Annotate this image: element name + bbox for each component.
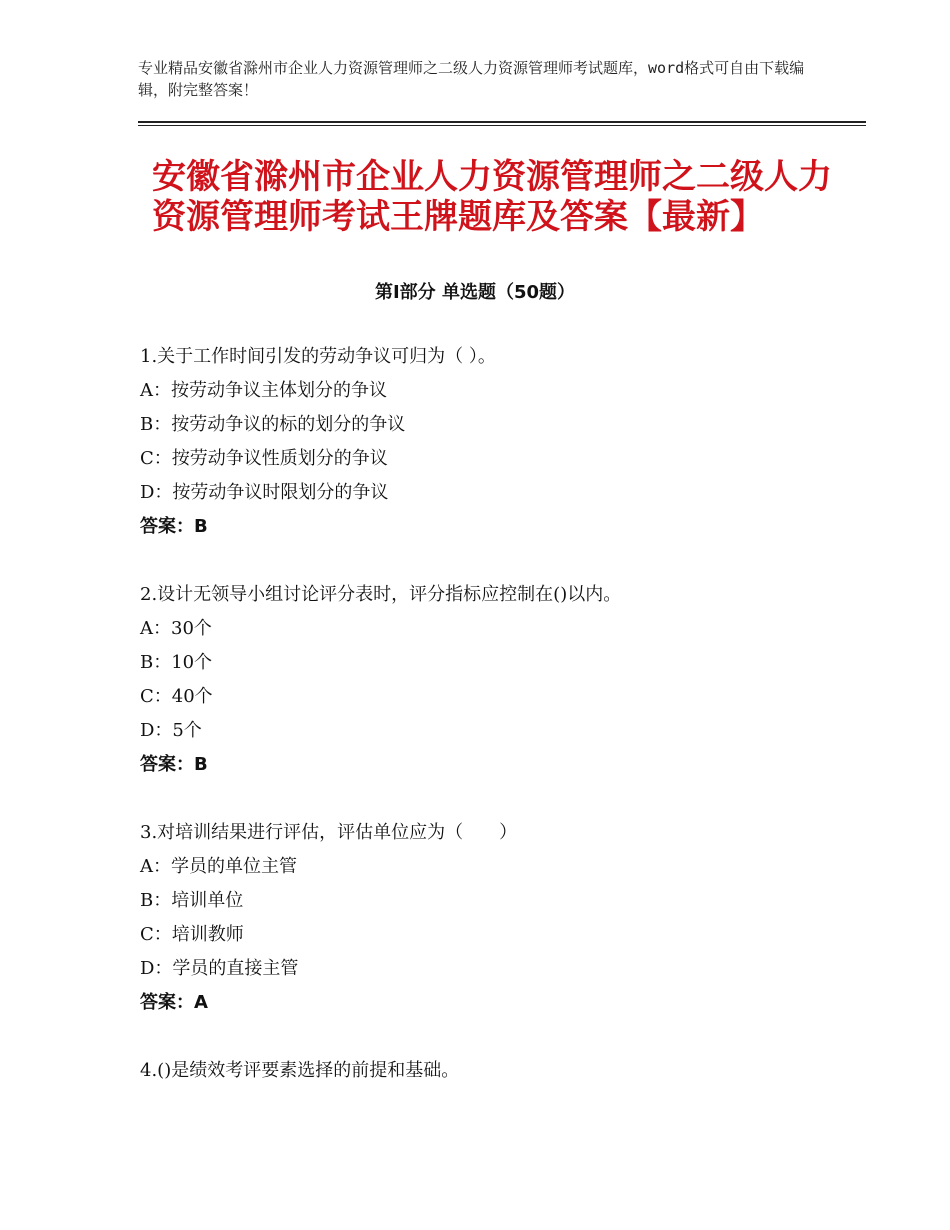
answer: 答案：B — [140, 516, 208, 537]
header-note: 专业精品安徽省滁州市企业人力资源管理师之二级人力资源管理师考试题库，word格式可自由下载编辑，附完整答案！ — [138, 59, 805, 99]
option-a: A：学员的单位主管 — [140, 856, 297, 877]
question-stem: 4.()是绩效考评要素选择的前提和基础。 — [140, 1060, 460, 1081]
option-c: C：培训教师 — [140, 924, 244, 945]
option-a: A：30个 — [140, 618, 212, 639]
answer: 答案：B — [140, 754, 208, 775]
question-stem: 3.对培训结果进行评估，评估单位应为（ ） — [140, 822, 518, 843]
header-divider-thin — [138, 125, 866, 126]
document-title: 安徽省滁州市企业人力资源管理师之二级人力资源管理师考试王牌题库及答案【最新】 — [152, 157, 832, 237]
option-b: B：培训单位 — [140, 890, 244, 911]
option-a: A：按劳动争议主体划分的争议 — [140, 380, 387, 401]
option-c: C：按劳动争议性质划分的争议 — [140, 448, 388, 469]
question-stem: 1.关于工作时间引发的劳动争议可归为（ ）。 — [140, 346, 496, 367]
answer: 答案：A — [140, 992, 208, 1013]
option-b: B：按劳动争议的标的划分的争议 — [140, 414, 406, 435]
option-c: C：40个 — [140, 686, 213, 707]
option-d: D：5个 — [140, 720, 202, 741]
header-divider-thick — [138, 121, 866, 123]
question-2 — [140, 581, 840, 785]
option-b: B：10个 — [140, 652, 213, 673]
question-1 — [140, 343, 840, 547]
question-stem: 2.设计无领导小组讨论评分表时，评分指标应控制在()以内。 — [140, 584, 622, 605]
option-d: D：按劳动争议时限划分的争议 — [140, 482, 389, 503]
option-d: D：学员的直接主管 — [140, 958, 299, 979]
section-title: 第Ⅰ部分 单选题（50题） — [374, 282, 575, 303]
question-list — [140, 343, 840, 1125]
question-3 — [140, 819, 840, 1023]
question-4 — [140, 1057, 840, 1091]
